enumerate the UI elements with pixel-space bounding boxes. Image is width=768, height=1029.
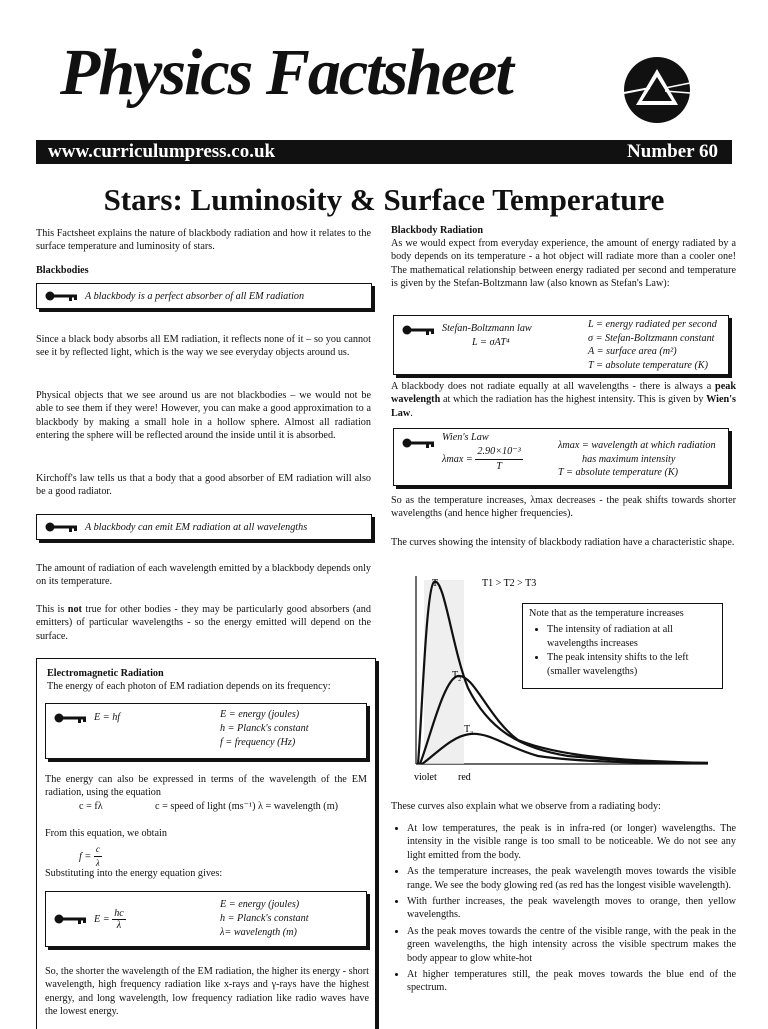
equation-box <box>393 428 729 486</box>
label-t3: $T_3$ <box>464 724 474 737</box>
paragraph: Physical objects that we see around us are not blackbodies – we would not be able to see them if they were! However, you can make a good approximation to a blackbody by making a small hole in a hollow sphere. Almost all radiation entering the sphere will be reflected around the inside until it is absorbed. <box>36 390 371 442</box>
curve-t3 <box>422 734 708 764</box>
list-item: • At low temperatures, the peak is in infra-red (or longer) wavelengths. The intensity in the visible range is too small to be noticeable. We do not see any light emitted from the body. <box>407 822 736 862</box>
key-point-box <box>36 514 372 540</box>
intro-paragraph: This Factsheet explains the nature of blackbody radiation and how it relates to the surface temperature and luminosity of stars. <box>36 228 371 253</box>
equation-definitions: L = energy radiated per second σ = Stefan-Boltzmann constant A = surface area (m²) T = absolute temperature (K) <box>588 319 717 371</box>
paragraph: So, the shorter the wavelength of the EM radiation, the higher its energy - short wavelength, high frequency radiation like x-rays and γ-rays have the highest energy, and long wavelength, low frequency radiation like radio waves have the lowest energy. <box>45 966 369 1018</box>
key-point-text: A blackbody can emit EM radiation at all wavelengths <box>85 521 308 533</box>
label-t1: $T_1$ <box>432 578 442 591</box>
key-icon <box>45 521 79 533</box>
key-icon <box>54 712 88 724</box>
paragraph: Kirchoff's law tells us that a body that a good absorber of EM radiation will also be a good radiator. <box>36 473 371 498</box>
key-point-box <box>36 283 372 309</box>
paragraph: A blackbody does not radiate equally at all wavelengths - there is always a peak wavelength at which the radiation has the highest intensity. This is given by Wien's Law. <box>391 381 736 419</box>
equation: c = fλ <box>79 801 103 812</box>
page-title: Stars: Luminosity & Surface Temperature <box>103 182 665 217</box>
blackbody-radiation-heading: Blackbody Radiation <box>391 225 483 236</box>
equation-box <box>45 703 367 759</box>
label-t2: $T_2$ <box>452 670 462 683</box>
key-icon <box>402 437 436 449</box>
equation: f = $\frac{c}{\lambda}$ <box>79 844 100 869</box>
equation-box <box>393 315 729 375</box>
equation-definitions: E = energy (joules) h = Planck's constant f = frequency (Hz) <box>220 709 309 748</box>
equation-definitions: λmax = wavelength at which radiation has maximum intensity T = absolute temperature (K) <box>558 440 716 478</box>
em-intro: The energy of each photon of EM radiation depends on its frequency: <box>47 681 331 692</box>
issue-number: Number 60 <box>627 141 718 162</box>
website-url[interactable]: www.curriculumpress.co.uk <box>48 141 276 162</box>
paragraph: This is not true for other bodies - they may be particularly good absorbers (and emitters) of particular wavelengths - so the energy emitted will depend on the surface. <box>36 604 371 642</box>
label-violet: violet <box>414 772 437 783</box>
key-icon <box>402 324 436 336</box>
equation-definitions: E = energy (joules) h = Planck's constant λ= wavelength (m) <box>220 899 309 938</box>
list-item: • With further increases, the peak wavelength moves to orange, then yellow wavelengths. <box>407 895 736 922</box>
observation-list <box>391 822 736 998</box>
paragraph: As we would expect from everyday experience, the amount of energy radiated by a body depends on its temperature - a hot object will radiate more than a cooler one! The mathematical relationship between energy radiated per second and temperature is given by the Stefan-Boltzmann law (also known as Stefan's Law): <box>391 238 736 290</box>
list-item: • At higher temperatures still, the peak moves towards the blue end of the spectrum. <box>407 968 736 995</box>
list-item: • As the peak moves towards the centre of the visible range, with the peak in the green wavelengths, the high intensity across the visible spectrum makes the body appear to glow white-hot <box>407 925 736 965</box>
equation-box <box>45 891 367 947</box>
masthead: Physics Factsheet <box>60 36 512 109</box>
equation-definitions: c = speed of light (ms⁻¹) λ = wavelength (m) <box>155 801 339 812</box>
note-box <box>522 603 723 689</box>
equation: E = $\frac{hc}{\lambda}$ <box>94 907 124 931</box>
paragraph: The energy can also be expressed in terms of the wavelength of the EM radiation, using the equation <box>45 774 367 799</box>
label-red: red <box>458 772 471 783</box>
blackbodies-heading: Blackbodies <box>36 265 89 276</box>
paragraph: The amount of radiation of each wavelength emitted by a blackbody depends only on its temperature. <box>36 563 371 588</box>
key-icon <box>45 290 79 302</box>
equation: Stefan-Boltzmann law L = σAT⁴ <box>442 323 532 348</box>
header-bar <box>36 140 732 164</box>
paragraph: Since a black body absorbs all EM radiation, it reflects none of it – so you cannot see it by reflected light, which is the way we see everyday objects around us. <box>36 334 371 359</box>
paragraph: So as the temperature increases, λmax decreases - the peak shifts towards shorter wavelengths (and hence higher frequencies). <box>391 495 736 520</box>
paragraph: The curves showing the intensity of blackbody radiation have a characteristic shape. <box>391 537 735 548</box>
key-point-text: A blackbody is a perfect absorber of all EM radiation <box>85 290 305 302</box>
equation: Wien's Law λmax = $\frac{\text{2.90×10⁻³}}{T}$ <box>442 432 521 472</box>
paragraph: Substituting into the energy equation gives: <box>45 868 223 879</box>
em-radiation-box <box>36 658 376 1029</box>
paragraph: From this equation, we obtain <box>45 828 167 839</box>
temperature-order-label: T1 > T2 > T3 <box>482 578 537 589</box>
paragraph: These curves also explain what we observe from a radiating body: <box>391 801 661 812</box>
key-icon <box>54 913 88 925</box>
note-item: • The intensity of radiation at all wavelengths increases <box>547 623 716 651</box>
prism-logo-icon <box>622 55 692 125</box>
equation: E = hf <box>94 712 121 723</box>
note-item: • The peak intensity shifts to the left (smaller wavelengths) <box>547 651 716 679</box>
em-heading: Electromagnetic Radiation <box>47 668 164 679</box>
note-lead: Note that as the temperature increases <box>529 608 684 619</box>
list-item: • As the temperature increases, the peak wavelength moves towards the visible range. We see the body glowing red (as red has the longest visible wavelength). <box>407 865 736 892</box>
